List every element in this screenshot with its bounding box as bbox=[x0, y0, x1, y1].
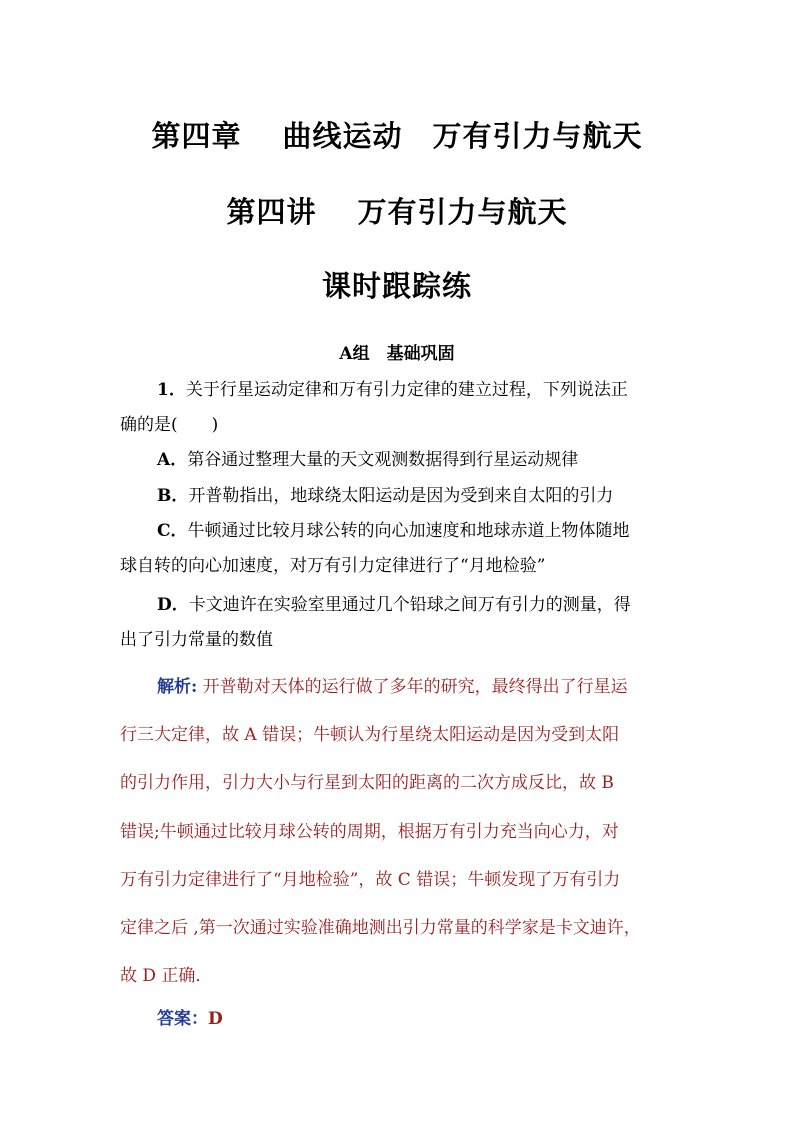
option-d-line1: D．卡文迪许在实验室里通过几个铅球之间万有引力的测量，得 bbox=[157, 595, 631, 615]
question-number: 1． bbox=[157, 380, 186, 400]
option-c-line2: 球自转的向心加速度，对万有引力定律进行了“月地检验” bbox=[120, 556, 546, 576]
option-a: A．第谷通过整理大量的天文观测数据得到行星运动规律 bbox=[157, 450, 579, 470]
analysis-line-3: 的引力作用，引力大小与行星到太阳的距离的二次方成反比，故 B bbox=[120, 773, 614, 793]
group-heading: A组 基础巩固 bbox=[339, 344, 455, 364]
answer-value: D bbox=[208, 1009, 223, 1029]
exercise-subtitle: 课时跟踪练 bbox=[321, 269, 472, 303]
question-stem-line1: 1．关于行星运动定律和万有引力定律的建立过程，下列说法正 bbox=[157, 380, 628, 400]
lecture-title: 第四讲 万有引力与航天 bbox=[226, 195, 568, 229]
analysis-line-7: 故 D 正确． bbox=[120, 966, 213, 986]
question-stem-line2: 确的是( ) bbox=[120, 415, 219, 435]
analysis-line-1: 解析: 开普勒对天体的运行做了多年的研究，最终得出了行星运 bbox=[157, 677, 628, 697]
option-c-line1: C．牛顿通过比较月球公转的向心加速度和地球赤道上物体随地 bbox=[157, 521, 630, 541]
analysis-line-6: 定律之后 ,第一次通过实验准确地测出引力常量的科学家是卡文迪许， bbox=[120, 918, 641, 938]
answer-line bbox=[157, 1004, 223, 1029]
analysis-line-5: 万有引力定律进行了“月地检验”，故 C 错误；牛顿发现了万有引力 bbox=[120, 870, 621, 890]
analysis-line-2: 行三大定律，故 A 错误；牛顿认为行星绕太阳运动是因为受到太阳 bbox=[120, 725, 620, 745]
analysis-line-4: 错误;牛顿通过比较月球公转的周期，根据万有引力充当向心力，对 bbox=[120, 822, 619, 842]
analysis-label: 解析: bbox=[157, 677, 198, 697]
option-d-line2: 出了引力常量的数值 bbox=[120, 630, 273, 650]
chapter-title: 第四章 曲线运动 万有引力与航天 bbox=[151, 119, 643, 153]
answer-label: 答案： bbox=[157, 1009, 208, 1029]
option-b: B．开普勒指出，地球绕太阳运动是因为受到来自太阳的引力 bbox=[157, 486, 614, 506]
